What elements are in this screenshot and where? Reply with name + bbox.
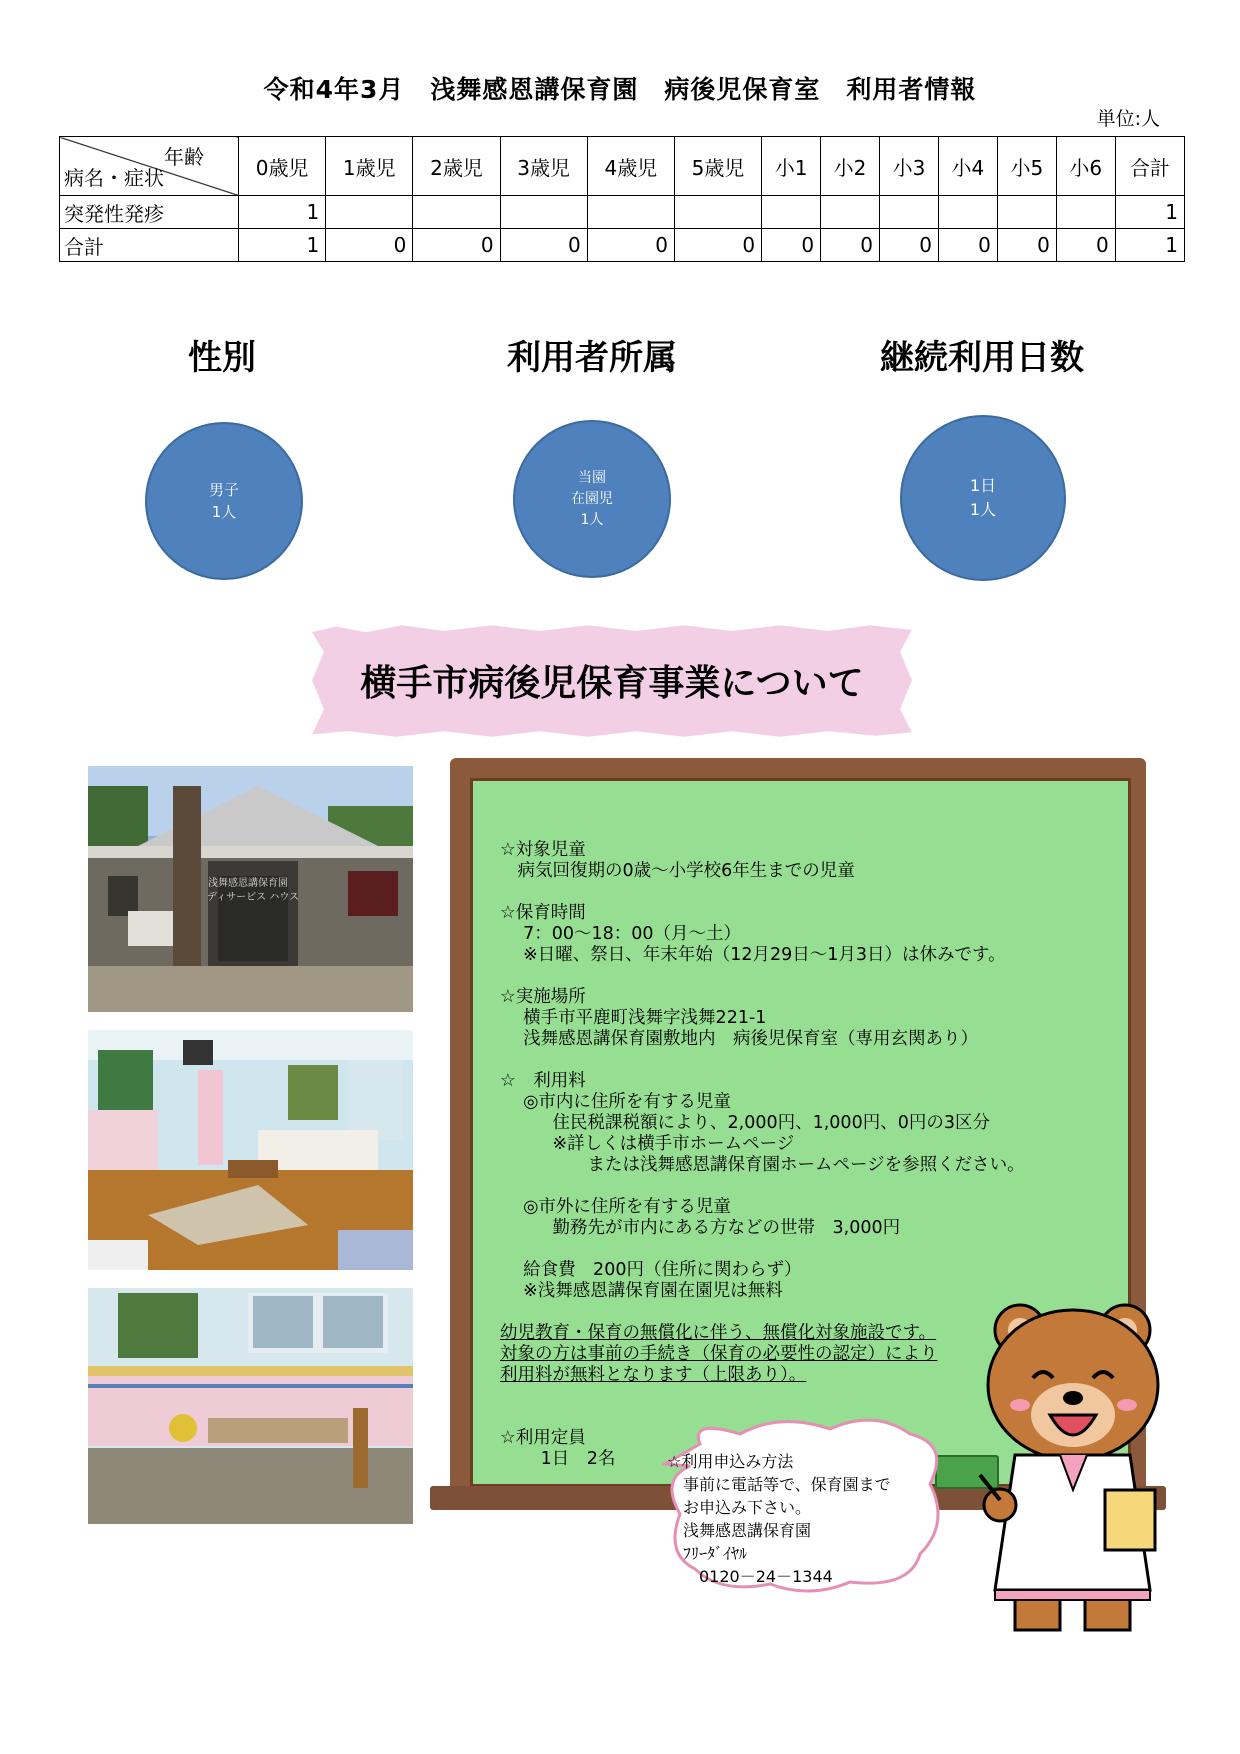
days-count: 1人: [969, 500, 997, 519]
board-line: 利用料が無料となります（上限あり）。: [500, 1365, 807, 1385]
column-header: 3歳児: [500, 137, 587, 196]
table-row: [60, 229, 1185, 262]
column-header: 2歳児: [413, 137, 500, 196]
table-cell: 0: [413, 229, 500, 262]
board-line: ◎市内に住所を有する児童: [500, 1092, 731, 1112]
corner-age-label: 年齢: [164, 145, 204, 169]
affiliation-bubble: [513, 420, 671, 578]
speech-line: ﾌﾘｰﾀﾞｲﾔﾙ: [667, 1544, 748, 1563]
table-cell: 0: [880, 229, 939, 262]
board-line: 浅舞感恩講保育園敷地内 病後児保育室（専用玄関あり）: [500, 1029, 979, 1049]
board-spacer: [500, 1050, 1110, 1071]
affiliation-label-2: 在園児: [571, 490, 613, 507]
board-line: ◎市外に住所を有する児童: [500, 1197, 731, 1217]
board-line: 1日 2名: [500, 1449, 616, 1469]
table-cell: [997, 196, 1056, 229]
column-header: 5歳児: [674, 137, 761, 196]
days-heading: 継続利用日数: [880, 338, 1084, 378]
affiliation-label-1: 当園: [578, 469, 606, 486]
table-corner-cell: [60, 137, 239, 196]
board-line: ☆ 利用料: [500, 1071, 586, 1091]
board-line: ☆保育時間: [500, 903, 586, 923]
column-header: 小6: [1056, 137, 1115, 196]
affiliation-count: 1人: [580, 511, 604, 528]
board-line: または浅舞感恩講保育園ホームページを参照ください。: [500, 1155, 1025, 1175]
speech-line: ☆利用申込み方法: [667, 1452, 794, 1471]
column-header: 小5: [997, 137, 1056, 196]
table-cell: 0: [500, 229, 587, 262]
board-spacer: [500, 882, 1110, 903]
affiliation-heading: 利用者所属: [507, 338, 677, 378]
board-line: ※浅舞感恩講保育園在園児は無料: [500, 1281, 783, 1301]
days-label: 1日: [969, 476, 997, 495]
board-spacer: [500, 966, 1110, 987]
speech-line: 事前に電話等で、保育園まで: [667, 1475, 891, 1494]
table-cell: [762, 196, 821, 229]
table-cell: [674, 196, 761, 229]
speech-line: お申込み下さい。: [667, 1498, 812, 1517]
table-cell: [326, 196, 413, 229]
page-title: 令和4年3月 浅舞感恩講保育園 病後児保育室 利用者情報: [263, 75, 977, 104]
row-label: 合計: [60, 229, 239, 262]
gender-label: 男子: [208, 480, 239, 499]
table-cell: [1056, 196, 1115, 229]
table-cell: [413, 196, 500, 229]
board-line: 勤務先が市内にある方などの世帯 3,000円: [500, 1218, 901, 1238]
table-cell: [938, 196, 997, 229]
table-cell: [880, 196, 939, 229]
speech-line: 0120－24－1344: [667, 1567, 833, 1586]
column-header: 小3: [880, 137, 939, 196]
building-photo: [88, 766, 413, 1012]
board-line: ☆対象児童: [500, 840, 586, 860]
table-cell: [587, 196, 674, 229]
gender-heading: 性別: [188, 338, 256, 378]
board-line: 7：00～18：00（月～土）: [500, 924, 742, 944]
gender-bubble: [145, 422, 303, 580]
days-bubble: [900, 415, 1066, 581]
column-header: 小4: [938, 137, 997, 196]
corner-symptom-label: 病名・症状: [64, 166, 164, 190]
board-spacer: [500, 1176, 1110, 1197]
table-cell: 1: [239, 196, 326, 229]
column-header: 合計: [1115, 137, 1184, 196]
column-header: 0歳児: [239, 137, 326, 196]
table-cell: 0: [821, 229, 880, 262]
table-header-row: [60, 137, 1185, 196]
speech-content: [667, 1450, 937, 1588]
board-line: ☆利用定員: [500, 1428, 586, 1448]
table-cell: 0: [1056, 229, 1115, 262]
board-line: 給食費 200円（住所に関わらず）: [500, 1260, 802, 1280]
board-line: ※詳しくは横手市ホームページ: [500, 1134, 795, 1154]
banner-title: 横手市病後児保育事業について: [360, 663, 864, 704]
table-cell: 1: [239, 229, 326, 262]
speech-line: 浅舞感恩講保育園: [667, 1521, 812, 1540]
column-header: 4歳児: [587, 137, 674, 196]
board-line: 幼児教育・保育の無償化に伴う、無償化対象施設です。: [500, 1323, 937, 1343]
table-cell: [821, 196, 880, 229]
table-row: [60, 196, 1185, 229]
building-sign-1: 浅舞感恩講保育園: [208, 878, 288, 889]
table-cell: 0: [762, 229, 821, 262]
board-line: ☆実施場所: [500, 987, 586, 1007]
board-line: 病気回復期の0歳～小学校6年生までの児童: [500, 861, 855, 881]
board-line: 対象の方は事前の手続き（保育の必要性の認定）により: [500, 1344, 938, 1364]
board-line: 横手市平鹿町浅舞字浅舞221-1: [500, 1008, 767, 1028]
stats-table: [59, 136, 1185, 262]
table-cell: 1: [1115, 229, 1184, 262]
bear-mascot-icon: [975, 1290, 1175, 1650]
gender-count: 1人: [211, 503, 237, 521]
room-photo: [88, 1030, 413, 1270]
table-cell: 0: [674, 229, 761, 262]
table-cell: 0: [326, 229, 413, 262]
table-cell: 0: [997, 229, 1056, 262]
row-label: 突発性発疹: [60, 196, 239, 229]
playroom-photo: [88, 1288, 413, 1524]
column-header: 1歳児: [326, 137, 413, 196]
board-line: ※日曜、祭日、年末年始（12月29日～1月3日）は休みです。: [500, 945, 1006, 965]
board-line: 住民税課税額により、2,000円、1,000円、0円の3区分: [500, 1113, 990, 1133]
column-header: 小2: [821, 137, 880, 196]
board-spacer: [500, 1239, 1110, 1260]
table-cell: [500, 196, 587, 229]
table-cell: 0: [587, 229, 674, 262]
column-header: 小1: [762, 137, 821, 196]
unit-label: 単位:人: [1096, 108, 1160, 130]
table-cell: 0: [938, 229, 997, 262]
building-sign-2: ディサービス ハウス: [206, 892, 300, 903]
table-cell: 1: [1115, 196, 1184, 229]
